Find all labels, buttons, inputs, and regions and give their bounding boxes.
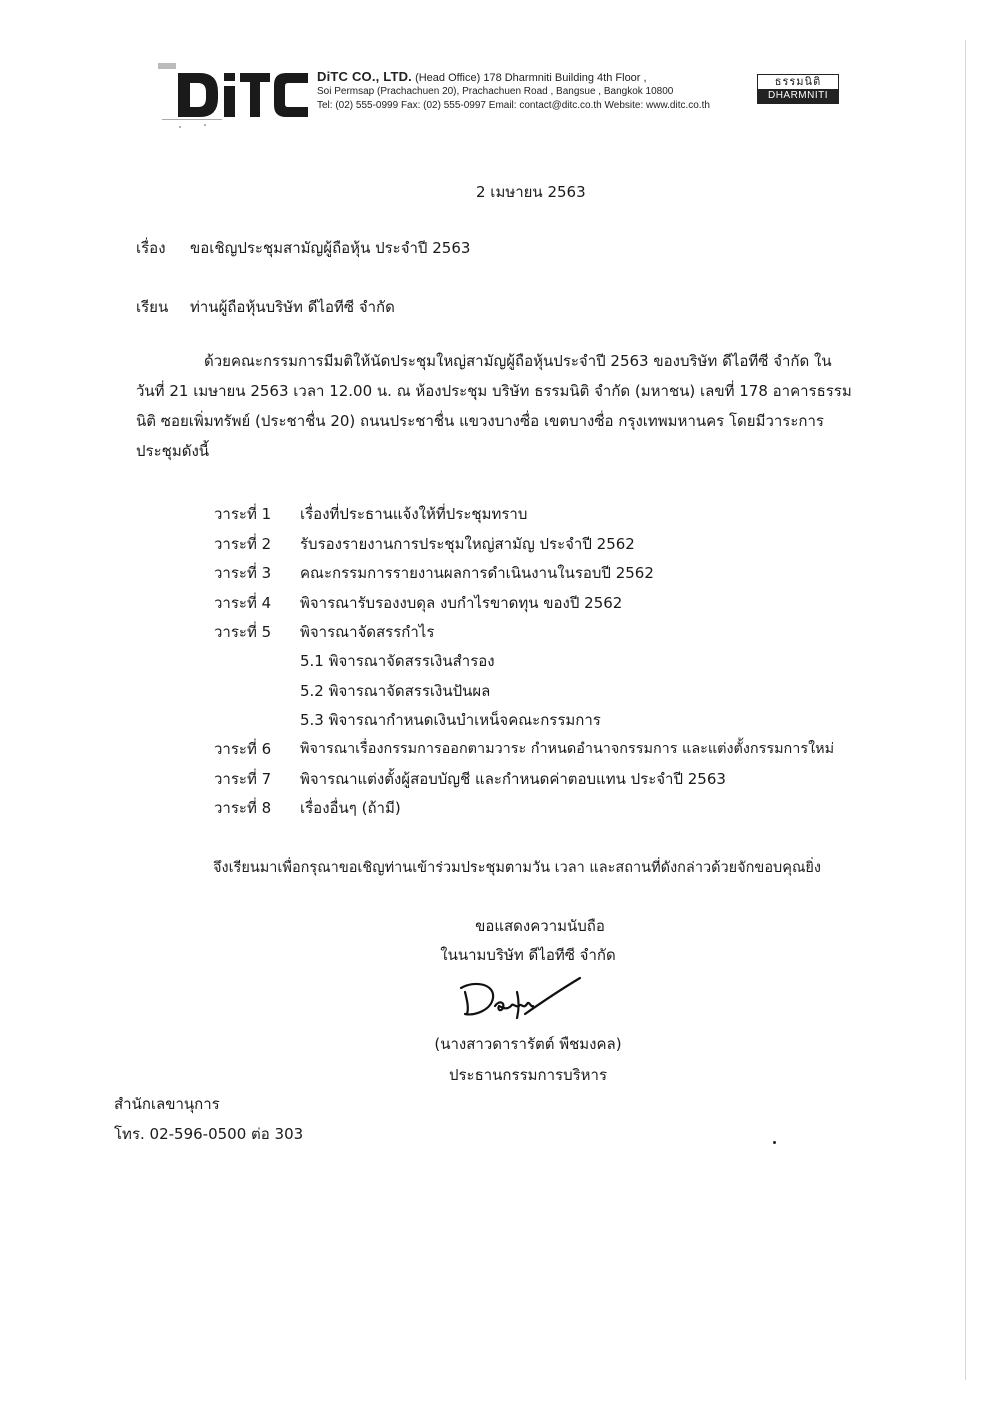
- closing-sentence: จึงเรียนมาเพื่อกรุณาขอเชิญท่านเข้าร่วมประชุมตามวัน เวลา และสถานที่ดังกล่าวด้วยจักขอบคุณยิ่ง: [213, 860, 821, 876]
- address-line1: (Head Office) 178 Dharmniti Building 4th Floor ,: [415, 72, 647, 84]
- letter-date: 2 เมษายน 2563: [476, 183, 586, 201]
- signer-title: ประธานกรรมการบริหาร: [448, 1066, 608, 1084]
- ditc-logo: [150, 55, 310, 135]
- agenda-label-4: วาระที่ 4: [214, 594, 272, 612]
- agenda-sub-5-1: 5.1 พิจารณาจัดสรรเงินสำรอง: [300, 652, 495, 670]
- address-line2: Soi Permsap (Prachachuen 20), Prachachuen Road , Bangsue , Bangkok 10800: [317, 86, 674, 97]
- office-phone: โทร. 02-596-0500 ต่อ 303: [114, 1125, 304, 1143]
- body-line-2: วันที่ 21 เมษายน 2563 เวลา 12.00 น. ณ ห้องประชุม บริษัท ธรรมนิติ จำกัด (มหาชน) เลขที่ 178 อาคารธรรม: [136, 382, 852, 400]
- agenda-sub-5-3: 5.3 พิจารณากำหนดเงินบำเหน็จคณะกรรมการ: [300, 711, 601, 729]
- agenda-text-6: พิจารณาเรื่องกรรมการออกตามวาระ กำหนดอำนาจกรรมการ และแต่งตั้งกรรมการใหม่: [300, 741, 835, 757]
- body-line-4: ประชุมดังนี้: [136, 442, 210, 460]
- agenda-label-5: วาระที่ 5: [214, 623, 272, 641]
- scan-edge-line: [965, 40, 966, 1380]
- agenda-label-6: วาระที่ 6: [214, 740, 272, 758]
- office-name: สำนักเลขานุการ: [114, 1095, 220, 1113]
- recipient-label: เรียน: [136, 298, 169, 316]
- agenda-text-4: พิจารณารับรองงบดุล งบกำไรขาดทุน ของปี 2562: [300, 594, 623, 612]
- agenda-label-3: วาระที่ 3: [214, 564, 272, 582]
- agenda-label-1: วาระที่ 1: [214, 505, 272, 523]
- subject-text: ขอเชิญประชุมสามัญผู้ถือหุ้น ประจำปี 2563: [190, 239, 471, 257]
- signer-name: (นางสาวดารารัตต์ พืชมงคล): [434, 1035, 622, 1053]
- agenda-text-8: เรื่องอื่นๆ (ถ้ามี): [300, 799, 401, 817]
- agenda-label-2: วาระที่ 2: [214, 535, 272, 553]
- badge-english: DHARMNITI: [758, 89, 838, 103]
- agenda-text-7: พิจารณาแต่งตั้งผู้สอบบัญชี และกำหนดค่าตอบแทน ประจำปี 2563: [300, 770, 726, 788]
- contact-line: Tel: (02) 555-0999 Fax: (02) 555-0997 Email: contact@ditc.co.th Website: www.ditc.co.th: [317, 100, 710, 111]
- agenda-text-3: คณะกรรมการรายงานผลการดำเนินงานในรอบปี 2562: [300, 564, 654, 582]
- on-behalf-text: ในนามบริษัท ดีไอทีซี จำกัด: [440, 946, 616, 964]
- regards-text: ขอแสดงความนับถือ: [475, 917, 605, 935]
- agenda-text-2: รับรองรายงานการประชุมใหญ่สามัญ ประจำปี 2562: [300, 535, 635, 553]
- agenda-label-7: วาระที่ 7: [214, 770, 272, 788]
- dharmniti-badge: [757, 74, 839, 104]
- company-header: [317, 70, 757, 113]
- agenda-sub-5-2: 5.2 พิจารณาจัดสรรเงินปันผล: [300, 682, 491, 700]
- scan-speck: [773, 1141, 776, 1144]
- agenda-text-5: พิจารณาจัดสรรกำไร: [300, 623, 435, 641]
- agenda-label-8: วาระที่ 8: [214, 799, 272, 817]
- recipient-text: ท่านผู้ถือหุ้นบริษัท ดีไอทีซี จำกัด: [190, 298, 395, 316]
- company-name: DiTC CO., LTD.: [317, 69, 412, 84]
- badge-thai: ธรรมนิติ: [758, 75, 838, 89]
- handwritten-signature: [455, 970, 585, 1025]
- agenda-text-1: เรื่องที่ประธานแจ้งให้ที่ประชุมทราบ: [300, 505, 528, 523]
- body-line-3: นิติ ซอยเพิ่มทรัพย์ (ประชาชื่น 20) ถนนประชาชื่น แขวงบางซื่อ เขตบางซื่อ กรุงเทพมหานคร โดยมีวาระการ: [136, 412, 824, 430]
- body-line-1: ด้วยคณะกรรมการมีมติให้นัดประชุมใหญ่สามัญผู้ถือหุ้นประจำปี 2563 ของบริษัท ดีไอทีซี จำกัด ใน: [204, 352, 832, 370]
- subject-label: เรื่อง: [136, 239, 166, 257]
